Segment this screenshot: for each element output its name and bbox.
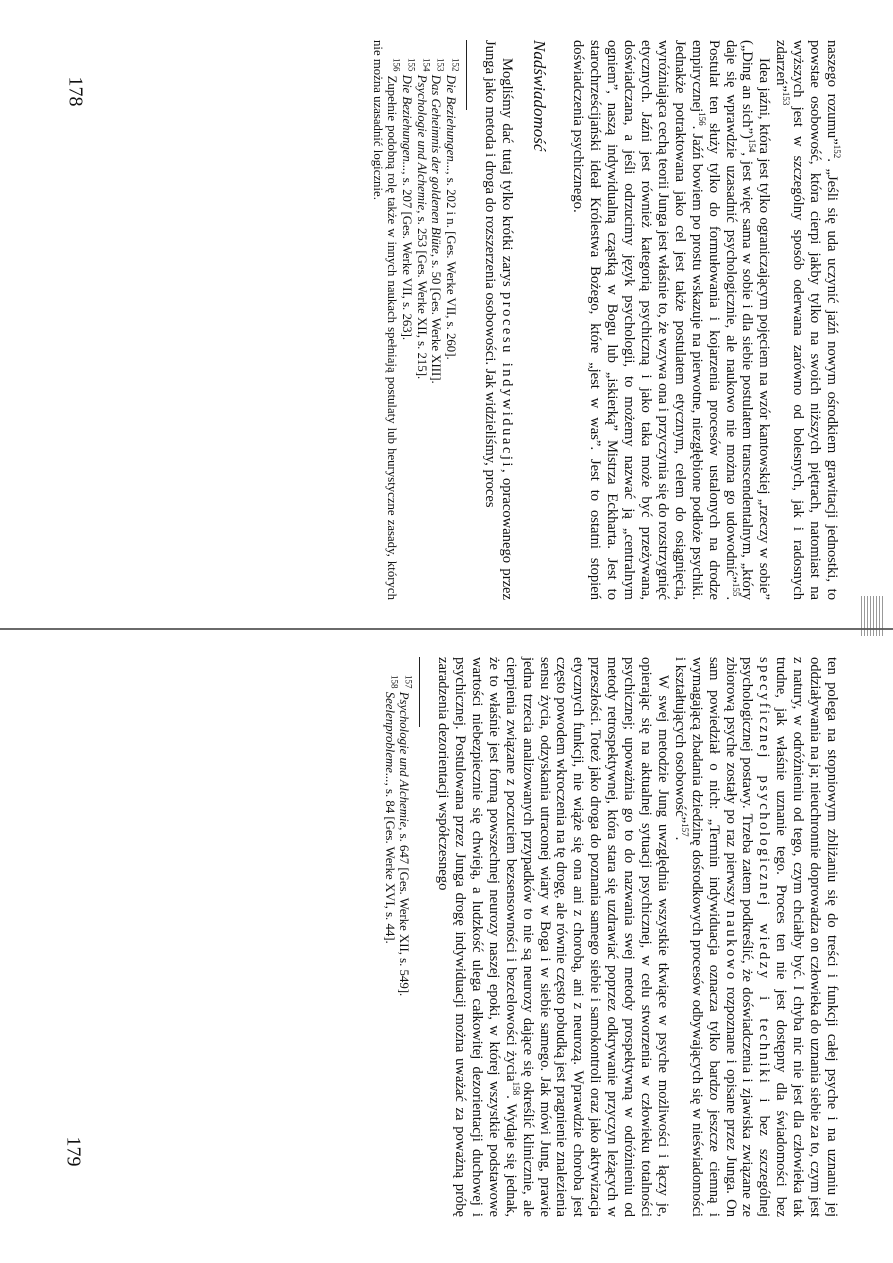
right-page-content	[40, 657, 840, 1217]
spaced-term: specyficznej psychologicznej wiedzy i techniki	[756, 657, 773, 1086]
footnote-ref: 158	[510, 1081, 521, 1096]
footnote-number: 152	[450, 58, 461, 72]
footnote	[397, 657, 412, 1217]
footnote-rule	[419, 657, 420, 727]
footnote-number: 158	[388, 675, 399, 689]
right-paragraph-2	[434, 657, 671, 1217]
footnote-ref: 154	[747, 138, 758, 153]
footnote-title: Psychologie und Alchemie	[397, 691, 412, 828]
page-number-left: 178	[64, 76, 87, 107]
right-page	[0, 632, 893, 1263]
text-run: i bez szczególnej psychologicznej postawy. Trzeba zatem podkreślić, że doświadczenia i zjawiska związane ze zbiorową psyche zostały po raz pierwszy	[722, 657, 773, 1217]
right-paragraph-1: ten polega na stopniowym zbliżaniu się do treści i funkcji całej psyche i na uznaniu jej oddziaływania na ja; nieuchronnie doprowadza on człowieka do uznania siebie za to, czym jest z natury, w odróżnieniu od tego, czym chciałby być. I chyba nic nie jest dla człowieka tak trudne, jak właśnie uznanie tego. Proces ten nie jest dostępny dla świadomości bez specyficznej psychologicznej wiedzy i techniki i bez szczególnej psychologicznej postawy. Trzeba zatem podkreślić, że doświadczenia i zjawiska związane ze zbiorową psyche zostały po raz pierwszy naukowo rozpoznane i opisane przez Junga. On sam powiedział o nich: „Termin indywiduacja oznacza tylko bardzo jeszcze ciemną i wymagającą zbadania dziedzinę dośrodkowych procesów odbywających się w nieświadomości i kształtujących osobowość”$^{157}$.	[671, 657, 840, 1217]
footnote-number: 153	[435, 58, 446, 72]
right-footnotes	[382, 657, 414, 1217]
left-page	[0, 0, 893, 631]
page-fold-divider	[0, 628, 893, 630]
spaced-term: procesu indywiduacji	[498, 292, 515, 469]
footnote	[429, 40, 444, 600]
left-footnotes	[370, 40, 461, 600]
footnote	[370, 40, 402, 600]
left-page-content	[40, 40, 840, 600]
footnote	[414, 40, 429, 600]
right-text-column	[382, 657, 840, 1217]
section-heading: Nadświadomość	[530, 40, 550, 152]
footnote-text: , s. 647 [Ges. Werke XII, s. 549].	[397, 827, 412, 997]
text-run: . „Jeśli się uda uczynić jaźń nowym ośrodkiem grawitacji jednostki, to powstae osobowość, która cierpi jakby tylko na swoich niższych piętrach, natomiast na wyższych jest w szczególny sposób oderwana zarówno od bolesnych, jak i radosnych zdarzeń”	[773, 40, 840, 600]
footnote	[382, 657, 397, 1217]
text-run: . Postulat ten służy tylko do formułowania i kojarzenia procesów ustalonych na drodze empirycznej	[688, 40, 739, 600]
left-paragraph-3	[481, 40, 515, 600]
spaced-term: naukowo	[722, 910, 739, 982]
text-run: . Jaźń bowiem po prostu wskazuje na pierwotne, niezgłębione podłoże psychiki. Jednakże potraktowana jako cel jest także postulatem etycznym, celem do osiągnięcia, wyróżniająca cechą teorii Junga jest właśnie to, że wzywa ona i przyczynia się do rozstrzygnięć etycznych. Jaźni jest również kategorią psychiczną i jako taka może być przeżywana, doświadczana, a jeśli odrzucimy język psychologii, to możemy nazwać ją „centralnym ogniem”, naszą indywidualną cząstką w Bogu lub „iskierką” Mistrza Eckharta. Jest to starochrześcijański ideał Królestwa Bożego, które „jest w was”. Jest to ostatni stopień doświadczenia psychicznego.	[570, 40, 705, 600]
text-run: . Wydaje się jednak, że to właśnie jest formą powszechnej neurozy naszej epoki, w której wszystkie podstawowe wartości niebezpiecznie się chwieją, a ludzkość ulega całkowitej dezorientacji duchowej i psychicznej. Postulowana przez Junga drogę indywiduacji można uważać za poważną próbę zaradzenia dezorientacji współczesnego	[435, 657, 519, 1218]
footnote-ref: 155	[730, 582, 741, 597]
footnote-text: , s. 202 i n. [Ges. Werke VII, s. 260].	[443, 171, 458, 360]
footnote-text: , s. 207 [Ges. Werke VII, s. 263].	[400, 171, 414, 341]
footnote-title: Das Geheimnis der goldenen Blüte	[429, 74, 444, 254]
text-run: ten polega na stopniowym zbliżaniu się do treści i funkcji całej psyche i na uznaniu jej oddziaływania na ja; nieuchronnie doprowadza on człowieka do uznania siebie za to, czym jest z natury, w odróżnieniu od tego, czym chciałby być. I chyba nic nie jest dla człowieka tak trudne, jak właśnie uznanie tego. Proces ten nie jest dostępny dla świadomości bez	[773, 657, 840, 1217]
left-text-column	[370, 40, 840, 600]
text-run: rozpoznane i opisane przez Junga. On sam powiedział o nich: „Termin indywiduacja oznacza tylko bardzo jeszcze ciemną i wymagającą zbadania dziedzinę dośrodkowych procesów odbywających się w nieświadomości i kształtujących osobowość”	[671, 657, 739, 1217]
footnote-text: , s. 50 [Ges. Werke XIII].	[429, 253, 444, 384]
footnote	[443, 40, 461, 600]
footnote-text: Zupełnie podobną rolę także w innych naukach spełniają postulaty lub heurystyczne zasady, których nie można uzasadnić logicznie.	[370, 40, 400, 600]
footnote-title: Die Beziehungen...	[400, 74, 414, 172]
left-paragraph-2	[570, 40, 773, 600]
footnote-title: Die Beziehungen...	[443, 74, 458, 172]
footnote-title: Psychologie und Alchemie	[414, 74, 429, 211]
footnote-ref: 156	[696, 112, 707, 126]
text-run: W swej metodzie Jung uwzględnia wszystkie tkwiące w psyche możliwości i łączy je, opierając się na aktualnej sytuacji psychicznej, w celu stworzenia w człowieku totalności psychicznej; upoważnia go to do nazwania swej metody prospektywną w odróżnieniu od metody retrospektywnej, która stara się uzdrawiać poprzez odkrywanie przyczyn leżących w przeszłości. Toteż jako droga do poznania samego siebie i samokontroli oraz jako aktywizacja etycznych funkcji, nie wiąże się ona ani z chorobą, ani z neurozą. Wprawdzie choroba jest często powodem wkroczenia na tę drogę, ale równie często pobudką jest pragnienie znalezienia sensu życia, odzyskania utraconej wiary w Boga i w siebie samego. Jak mówi Jung, prawie jedna trzecia analizowanych przypadków to nie są neurozy dające się określić klinicznie, ale cierpienia związane z poczuciem bezsensowności i bezcelowości życia	[502, 657, 671, 1217]
text-run: Mogliśmy dać tutaj tylko krótki zarys	[498, 58, 515, 292]
text-run: , opracowanego przez Junga jako metoda i droga do rozszerzenia osobowości. Jak widzieliśmy, proces	[481, 40, 515, 600]
page-number-right: 179	[62, 1136, 85, 1167]
footnote-number: 154	[420, 58, 431, 72]
footnote-ref: 152	[831, 144, 842, 159]
text-run: , jest więc sama w sobie i dla siebie postulatem transcendentalnym, „który daje się wprawdzie uzasadnić psychologicznie, ale naukowo nie można go udowodnić”	[722, 40, 756, 600]
left-paragraph-1	[772, 40, 840, 600]
footnote-number: 156	[391, 58, 402, 72]
text-run: Idea jaźni, która jest tylko ograniczającym pojęciem na wzór kantowskiej „rzeczy w sobie” („Ding an sich”)	[739, 40, 773, 600]
footnote	[399, 40, 417, 600]
footnote-number: 155	[406, 58, 417, 72]
footnote-title: Seelenprobleme...	[382, 691, 397, 783]
footnote-rule	[466, 40, 467, 110]
text-run: naszego rozumu”	[824, 40, 840, 145]
footnote-number: 157	[403, 675, 414, 689]
footnote-text: , s. 253 [Ges. Werke XII, s. 215].	[414, 210, 429, 380]
footnote-text: , s. 84 [Ges. Werke XVI, s. 44].	[382, 782, 397, 944]
footnote-ref: 157	[679, 823, 690, 837]
footnote-ref: 153	[781, 91, 792, 106]
scan-artifact	[861, 596, 883, 636]
